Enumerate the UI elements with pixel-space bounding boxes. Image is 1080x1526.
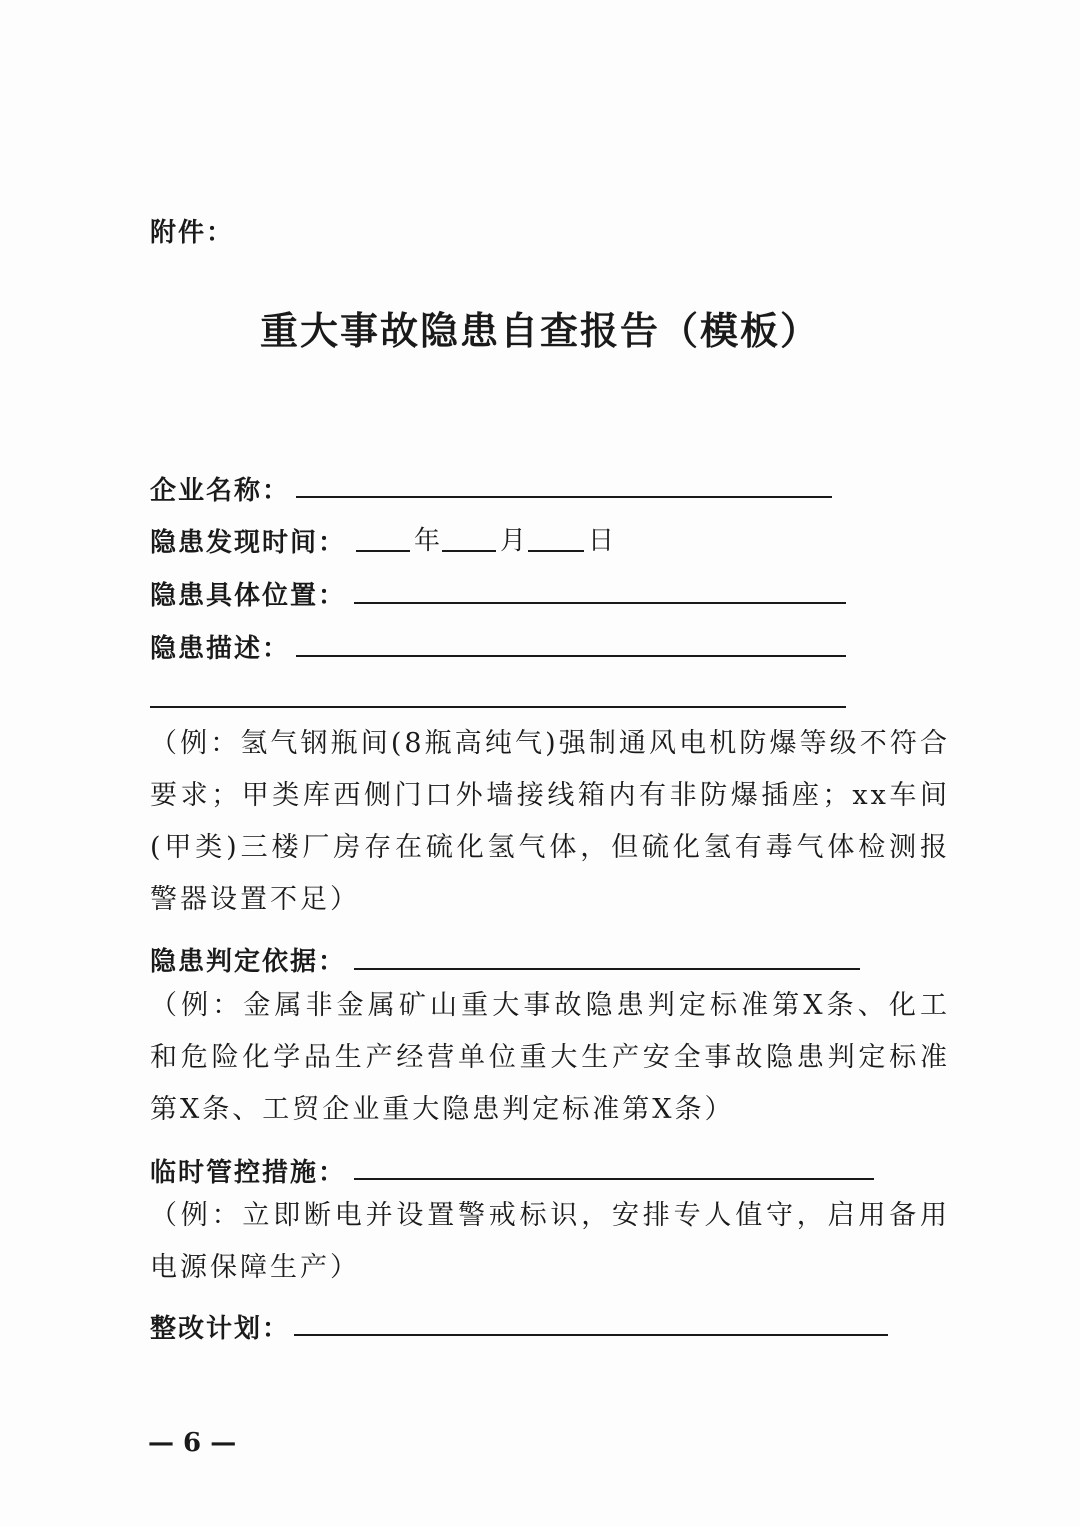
description-blank-2[interactable] (150, 706, 846, 708)
temporary-measures-example: （例：立即断电并设置警戒标识，安排专人值守，启用备用电源保障生产） (150, 1200, 950, 1283)
page-number: — 6 — (148, 1428, 237, 1458)
description-example: （例：氢气钢瓶间(8瓶高纯气)强制通风电机防爆等级不符合要求；甲类库西侧门口外墙接线箱内有非防爆插座；xx车间(甲类)三楼厂房存在硫化氢气体，但硫化氢有毒气体检测报警器设置不足） (150, 728, 950, 915)
rectification-plan-label: 整改计划： (150, 1314, 291, 1344)
month-unit: 月 (500, 526, 527, 556)
month-blank[interactable] (442, 550, 496, 552)
attachment-label: 附件： (150, 218, 235, 248)
rectification-plan-blank[interactable] (294, 1334, 888, 1336)
document-title: 重大事故隐患自查报告（模板） (259, 308, 820, 353)
basis-label: 隐患判定依据： (150, 947, 347, 977)
temporary-measures-blank[interactable] (354, 1178, 874, 1180)
company-name-label: 企业名称： (150, 476, 291, 506)
day-blank[interactable] (528, 550, 584, 552)
temporary-measures-label: 临时管控措施： (150, 1158, 347, 1188)
discovery-time-label: 隐患发现时间： (150, 528, 347, 558)
location-label: 隐患具体位置： (150, 581, 347, 611)
year-unit: 年 (414, 526, 441, 556)
day-unit: 日 (588, 526, 615, 556)
basis-example: （例：金属非金属矿山重大事故隐患判定标准第X条、化工和危险化学品生产经营单位重大生产安全事故隐患判定标准第X条、工贸企业重大隐患判定标准第X条） (150, 990, 950, 1125)
year-blank[interactable] (356, 550, 410, 552)
description-blank-1[interactable] (296, 655, 846, 657)
location-blank[interactable] (354, 602, 846, 604)
description-label: 隐患描述： (150, 634, 291, 664)
basis-blank[interactable] (354, 968, 860, 970)
company-name-blank[interactable] (296, 496, 832, 498)
